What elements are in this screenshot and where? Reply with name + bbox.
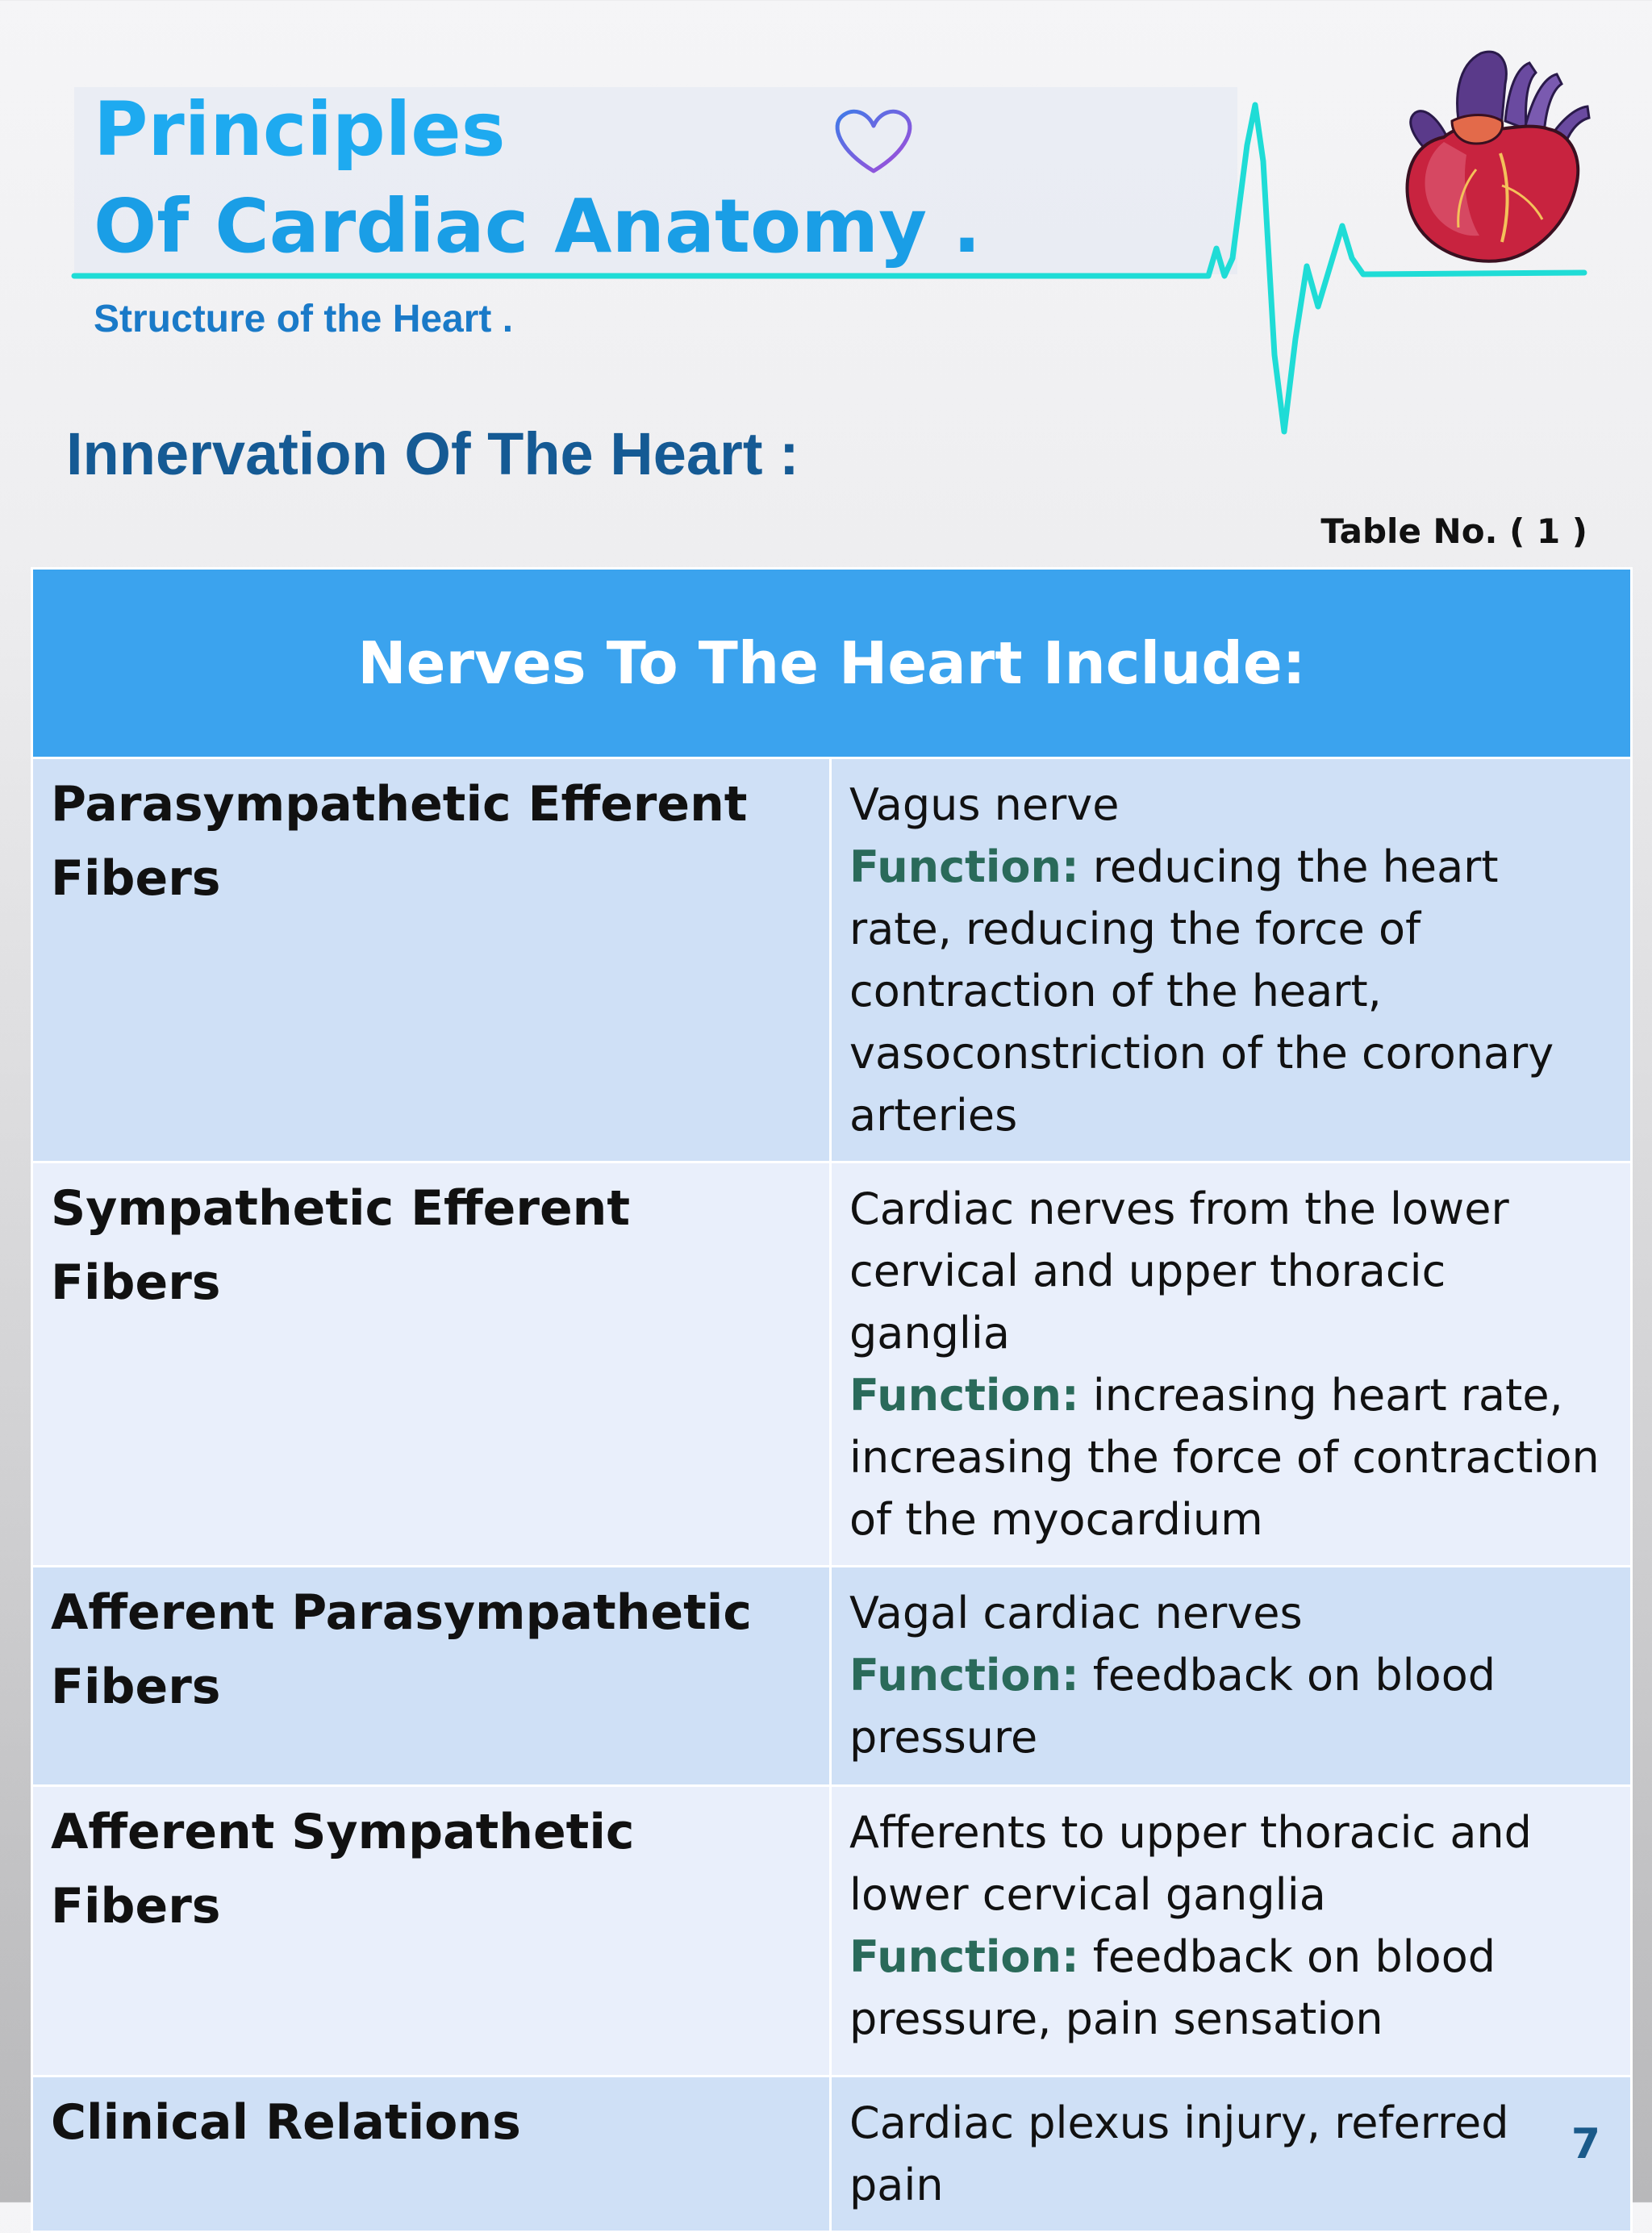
page-number: 7 xyxy=(1571,2120,1600,2168)
fiber-name-cell: Parasympathetic Efferent Fibers xyxy=(32,758,831,1162)
function-text: feedback on blood pressure xyxy=(849,1650,1496,1763)
function-label: Function: xyxy=(849,841,1079,892)
function-label: Function: xyxy=(849,1650,1079,1701)
fiber-description-cell xyxy=(831,1162,1632,1567)
fiber-description-cell xyxy=(831,2076,1632,2232)
table-caption: Table No. ( 1 ) xyxy=(1320,511,1587,551)
page-subtitle: Structure of the Heart . xyxy=(94,298,514,340)
heart-outline-icon xyxy=(837,111,910,171)
fiber-name-cell: Afferent Sympathetic Fibers xyxy=(32,1786,831,2076)
nerve-source: Afferents to upper thoracic and lower cervical ganglia xyxy=(849,1807,1532,1920)
function-text: feedback on blood pressure, pain sensation xyxy=(849,1931,1496,2044)
nerve-source: Cardiac plexus injury, referred pain xyxy=(849,2097,1509,2210)
nerve-source: Vagus nerve xyxy=(849,779,1120,830)
table-row xyxy=(32,2076,1632,2232)
fiber-name-cell: Afferent Parasympathetic Fibers xyxy=(32,1567,831,1786)
section-heading: Innervation Of The Heart : xyxy=(66,420,799,487)
table-row xyxy=(32,758,1632,1162)
page-title-line-2: Of Cardiac Anatomy . xyxy=(94,183,982,269)
fiber-description-cell xyxy=(831,1567,1632,1786)
table-row xyxy=(32,1786,1632,2076)
table-row xyxy=(32,1162,1632,1567)
nerves-table xyxy=(31,567,1633,2233)
page-title-line-1: Principles xyxy=(94,86,506,173)
table-header-row xyxy=(32,569,1632,758)
nerve-source: Cardiac nerves from the lower cervical and upper thoracic ganglia xyxy=(849,1183,1509,1359)
fiber-name-cell: Sympathetic Efferent Fibers xyxy=(32,1162,831,1567)
function-text: reducing the heart rate, reducing the force of contraction of the heart, vasoconstriction of the coronary arteries xyxy=(849,841,1554,1141)
fiber-name-cell: Clinical Relations xyxy=(32,2076,831,2232)
fiber-description-cell xyxy=(831,1786,1632,2076)
function-text: increasing heart rate, increasing the force of contraction of the myocardium xyxy=(849,1370,1600,1545)
table-title: Nerves To The Heart Include: xyxy=(32,569,1632,758)
anatomical-heart-icon xyxy=(1408,52,1589,261)
function-label: Function: xyxy=(849,1931,1079,1982)
table-row xyxy=(32,1567,1632,1786)
nerve-source: Vagal cardiac nerves xyxy=(849,1588,1303,1638)
fiber-description-cell xyxy=(831,758,1632,1162)
function-label: Function: xyxy=(849,1370,1079,1421)
